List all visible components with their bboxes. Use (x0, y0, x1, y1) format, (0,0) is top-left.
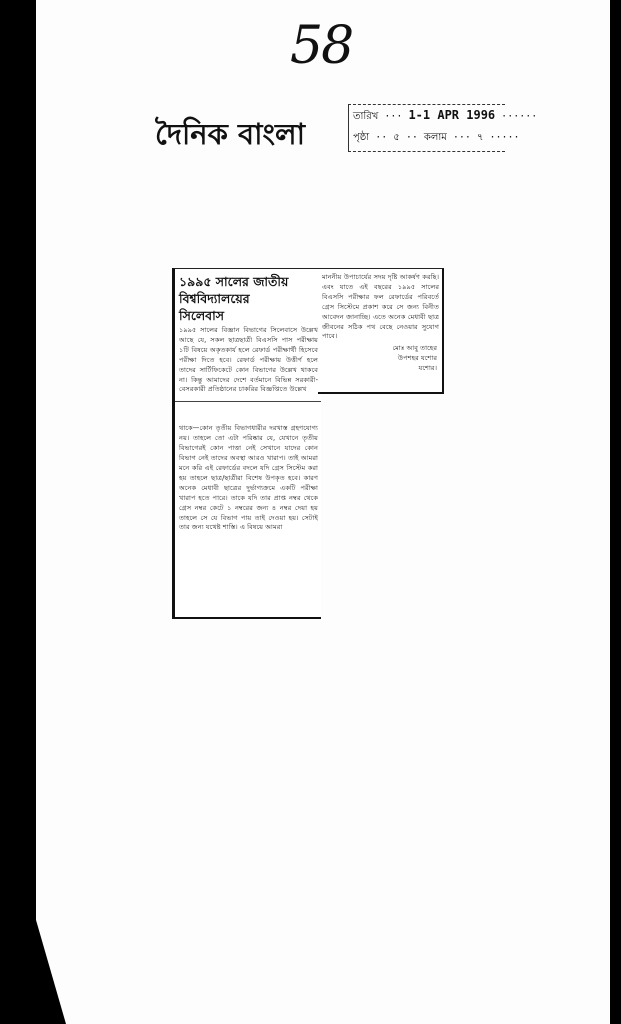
scanned-page (36, 0, 610, 1024)
article-body-bottom: থাকে—কোন তৃতীয় বিভাগধারীর দরখাস্ত গ্রহণযোগ্য নয়। তাহলে তো এটা পরিষ্কার যে, যেখানে তৃতীয় বিভাগেরই কোন পাত্তা নেই সেখানে যাদের কোন বিভাগ নেই তাদের অবস্থা আরও খারাপ। তাই আমরা মনে করি এই রেফার্ডের বদলে যদি গ্রেস সিস্টেম করা হয় তাহলে ছাত্র/ছাত্রীরা বিশেষ উপকৃত হবে। কারণ অনেক মেধাবী ছাত্রের দুর্ভাগ্যক্রমে একটি পরীক্ষা খারাপ হতে পারে। তাকে যদি তার প্রাপ্ত নম্বর থেকে গ্রেস নম্বর কেটে ১ নম্বরের জন্য ৪ নম্বর দেয়া হয় তাহলে সে যে বিভাগ পায় তাই দেওয়া হয়। সেটাই তার জন্য যথেষ্ট শাস্তি। এ বিষয়ে আমরা (179, 424, 318, 532)
headline-line-2: বিশ্ববিদ্যালয়ের (179, 291, 250, 306)
clipping-date-stamp (348, 104, 538, 152)
article-body-top: ১৯৯৫ সালের বিজ্ঞান বিভাগের সিলেবাসে উল্লেখ আছে যে, সকল ছাত্রছাত্রী বিএসসি পাস পরীক্ষায় ১টি বিষয়ে অকৃতকার্য হলে রেফার্ড পরীক্ষার্থী হিসেবে পরীক্ষা দিতে হবে। রেফার্ড পরীক্ষায় উত্তীর্ণ হলে তাদের সার্টিফিকেটে কোন বিভাগের উল্লেখ থাকবে না। কিন্তু আমাদের দেশে বর্তমানে বিভিন্ন সরকারী-বেসরকারী প্রতিষ্ঠানের চাকরির বিজ্ঞপ্তিতে উল্লেখ (179, 326, 318, 394)
column-break (175, 401, 321, 424)
stamp-date-label: তারিখ (353, 111, 379, 122)
headline-line-3: সিলেবাস (179, 308, 225, 323)
stamp-column-value: ৭ (476, 132, 484, 143)
stamp-date-row: তারিখ ··· 1-1 APR 1996 ······ (353, 108, 538, 122)
article-headline (179, 273, 319, 324)
stamp-page-row: পৃষ্ঠা ·· ৫ ·· কলাম ··· ৭ ····· (353, 132, 520, 143)
scan-edge-shadow (36, 920, 66, 1024)
clipping-right-column (318, 268, 444, 394)
headline-line-1: ১৯৯৫ সালের জাতীয় (179, 274, 289, 289)
stamp-column-label: কলাম (423, 132, 447, 143)
newspaper-masthead: দৈনিক বাংলা (155, 117, 306, 151)
stamp-page-label: পৃষ্ঠা (353, 132, 370, 143)
page-number: 58 (290, 16, 353, 76)
article-body-right: মাননীয় উপাচার্যের সদয় দৃষ্টি আকর্ষণ করছি। এবং যাতে এই বছরের ১৯৯৫ সালের বিএসসি পরীক্ষার ফল রেফার্ডের পরিবর্তে গ্রেস সিস্টেমে প্রকাশ করে সে জন্য বিনীত আবেদন জানাচ্ছি। এতে অনেক মেধাবী ছাত্র জীবনের সঠিক পথ বেছে নেওয়ার সুযোগ পাবে। (322, 273, 439, 341)
clipping-left-column (172, 268, 321, 619)
stamp-page-value: ৫ (393, 132, 400, 143)
stamp-date-value: 1-1 APR 1996 (408, 108, 496, 122)
letter-signature: মোঃ আবু তাহের উপশহর যশোর যশোর। (392, 344, 437, 373)
